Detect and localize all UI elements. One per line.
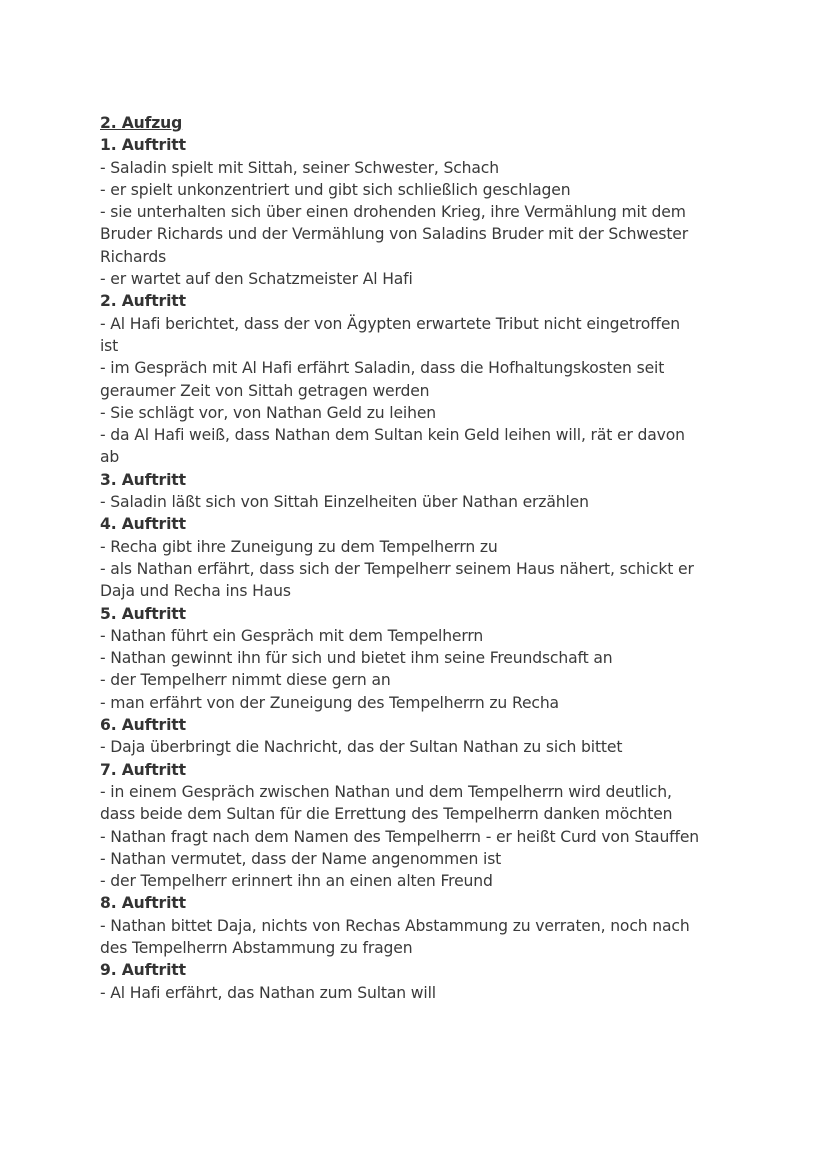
scene-item: - als Nathan erfährt, dass sich der Tempelherr seinem Haus nähert, schickt er Daja und Recha ins Haus (100, 559, 694, 601)
scene-block (100, 892, 700, 959)
document-page (100, 112, 700, 1004)
scene-block (100, 469, 700, 514)
scene-item: - in einem Gespräch zwischen Nathan und dem Tempelherrn wird deutlich, dass beide dem Sultan für die Errettung des Tempelherrn danken möchten (100, 782, 673, 824)
scene-item: - man erfährt von der Zuneigung des Tempelherrn zu Recha (100, 693, 559, 712)
scene-item: - er wartet auf den Schatzmeister Al Hafi (100, 270, 413, 289)
scene-heading: 2. Auftritt (100, 292, 186, 311)
scene-block (100, 714, 700, 759)
scene-heading: 8. Auftritt (100, 894, 186, 913)
scene-item: - Sie schlägt vor, von Nathan Geld zu leihen (100, 403, 437, 422)
scene-block (100, 290, 700, 468)
scene-heading: 1. Auftritt (100, 136, 186, 155)
scene-block (100, 959, 700, 1004)
scene-heading: 5. Auftritt (100, 604, 186, 623)
scene-list (100, 134, 700, 1004)
scene-item: - Saladin spielt mit Sittah, seiner Schwester, Schach (100, 158, 499, 177)
scene-heading: 6. Auftritt (100, 716, 186, 735)
scene-item: - Daja überbringt die Nachricht, das der Sultan Nathan zu sich bittet (100, 738, 623, 757)
scene-item: - Al Hafi erfährt, das Nathan zum Sultan will (100, 983, 436, 1002)
scene-item: - Nathan fragt nach dem Namen des Tempelherrn - er heißt Curd von Stauffen (100, 827, 700, 846)
scene-block (100, 603, 700, 714)
scene-item: - Nathan vermutet, dass der Name angenommen ist (100, 849, 502, 868)
scene-block (100, 513, 700, 602)
scene-heading: 4. Auftritt (100, 515, 186, 534)
scene-item: - sie unterhalten sich über einen drohenden Krieg, ihre Vermählung mit dem Bruder Richards und der Vermählung von Saladins Bruder mit der Schwester Richards (100, 203, 688, 266)
scene-heading: 3. Auftritt (100, 470, 186, 489)
scene-item: - Nathan bittet Daja, nichts von Rechas Abstammung zu verraten, noch nach des Tempelherrn Abstammung zu fragen (100, 916, 690, 957)
scene-item: - der Tempelherr erinnert ihn an einen alten Freund (100, 872, 493, 891)
scene-block (100, 759, 700, 893)
scene-item: - Nathan führt ein Gespräch mit dem Tempelherrn (100, 626, 484, 645)
scene-item: - Recha gibt ihre Zuneigung zu dem Tempelherrn zu (100, 537, 498, 556)
scene-item: - Nathan gewinnt ihn für sich und bietet ihm seine Freundschaft an (100, 649, 613, 668)
scene-item: - Saladin läßt sich von Sittah Einzelheiten über Nathan erzählen (100, 493, 589, 512)
scene-item: - da Al Hafi weiß, dass Nathan dem Sultan kein Geld leihen will, rät er davon ab (100, 426, 685, 467)
scene-heading: 9. Auftritt (100, 961, 186, 980)
scene-item: - er spielt unkonzentriert und gibt sich schließlich geschlagen (100, 180, 571, 199)
chapter-title: 2. Aufzug (100, 114, 183, 132)
scene-item: - Al Hafi berichtet, dass der von Ägypten erwartete Tribut nicht eingetroffen ist (100, 314, 680, 355)
scene-heading: 7. Auftritt (100, 760, 186, 779)
scene-block (100, 134, 700, 290)
scene-item: - im Gespräch mit Al Hafi erfährt Saladin, dass die Hofhaltungskosten seit geraumer Zeit von Sittah getragen werden (100, 359, 665, 400)
scene-item: - der Tempelherr nimmt diese gern an (100, 671, 391, 690)
